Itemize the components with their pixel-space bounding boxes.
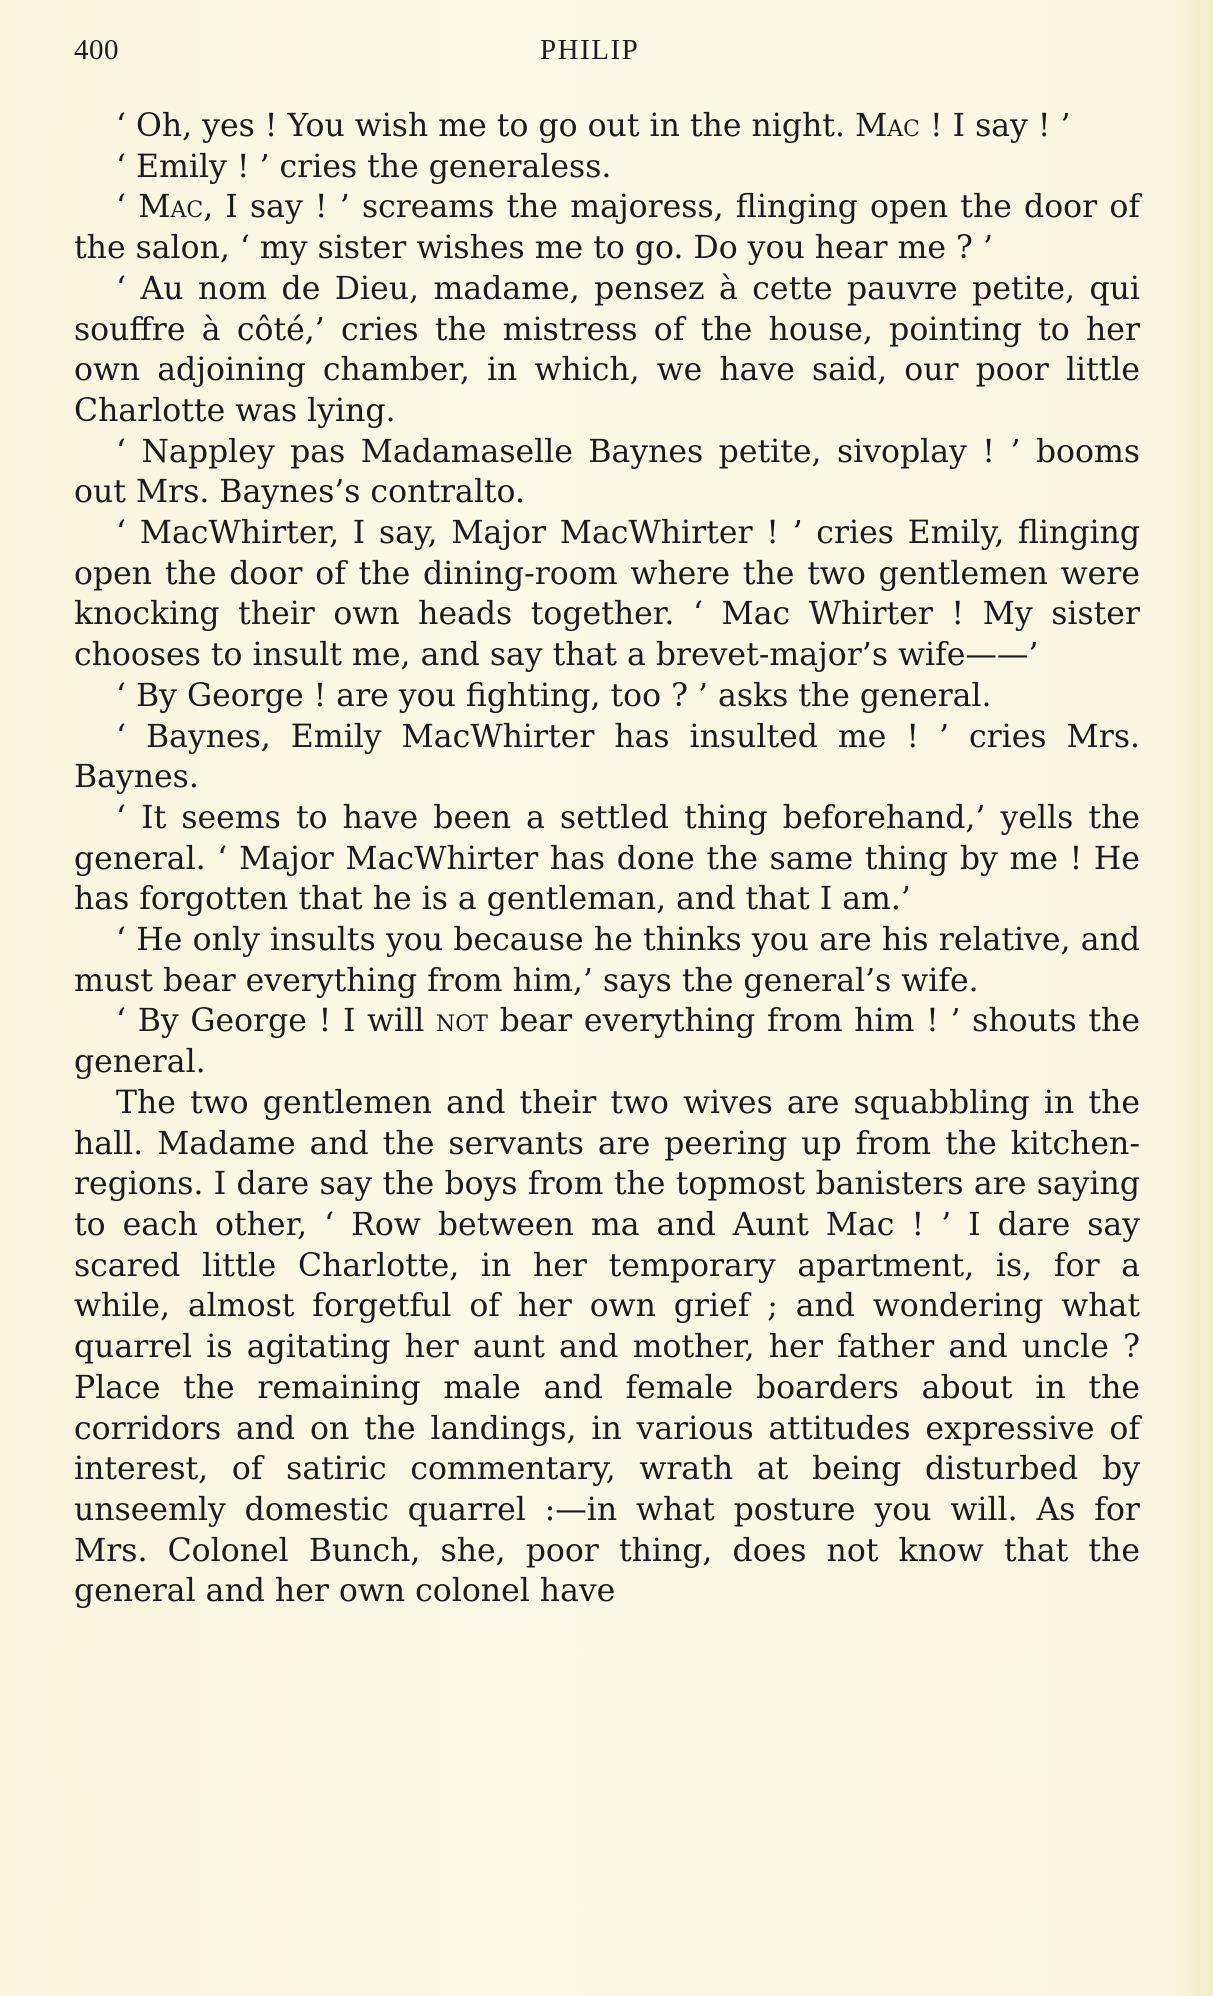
paragraph-text: ‘ Oh, yes ! You wish me to go out in the night. — [116, 108, 855, 144]
paragraph — [74, 269, 1140, 432]
small-caps-text: Mac — [854, 108, 920, 144]
page-number: 400 — [74, 34, 119, 66]
page-gutter-shading — [1173, 0, 1213, 1996]
paragraph — [74, 513, 1140, 676]
paragraph-text: ‘ Au nom de Dieu, madame, pensez à cette pauvre petite, qui souffre à côté,’ cries the mistress of the house, pointing to her own adjoining chamber, in which, we have said, our poor little Charlotte was lying. — [74, 270, 1140, 429]
small-caps-text: not — [435, 1003, 488, 1040]
page-header — [74, 34, 1140, 74]
paragraph — [74, 147, 1140, 188]
paragraph-text: ‘ Nappley pas Madamaselle Baynes petite, sivoplay ! ’ booms out Mrs. Baynes’s contralto. — [74, 433, 1140, 511]
paragraph-text: The two gentlemen and their two wives are squabbling in the hall. Madame and the servants are peering up from the kitchen-regions. I dare say the boys from the topmost banisters are saying to each other, ‘ Row between ma and Aunt Mac ! ’ I dare say scared little Charlotte, in her temporary apartment, is, for a while, almost forgetful of her own grief ; and wondering what quarrel is agitating her aunt and mother, her father and uncle ? Place the remaining male and female boarders about in the corridors and on the landings, in various attitudes expressive of interest, of satiric commentary, wrath at being disturbed by unseemly domestic quarrel :—in what posture you will. As for Mrs. Colonel Bunch, she, poor thing, does not know that the general and her own colonel have — [74, 1084, 1140, 1610]
paragraph-text: ! I say ! ’ — [919, 108, 1071, 144]
paragraph-text: ‘ By George ! I will — [116, 1003, 436, 1040]
paragraph — [74, 432, 1140, 513]
paragraph — [74, 1001, 1140, 1082]
paragraph — [74, 717, 1140, 798]
small-caps-text: Mac — [138, 189, 204, 226]
paragraph-text: ‘ — [116, 189, 139, 226]
paragraph-text: ‘ Baynes, Emily MacWhirter has insulted me ! ’ cries Mrs. Baynes. — [74, 718, 1140, 796]
paragraph-text: ‘ By George ! are you fighting, too ? ’ asks the general. — [116, 677, 992, 714]
paragraph-text: ‘ MacWhirter, I say, Major MacWhirter ! ’ cries Emily, flinging open the door of the dining-room where the two gentlemen were knocking their own heads together. ‘ Mac Whirter ! My sister chooses to insult me, and say that a brevet-major’s wife——’ — [74, 515, 1140, 674]
paragraph-text: bear everything from him ! ’ shouts the general. — [74, 1003, 1140, 1081]
paragraph — [74, 106, 1140, 147]
paragraph-text: ‘ Emily ! ’ cries the generaless. — [116, 148, 612, 185]
paragraph-text: ‘ It seems to have been a settled thing beforehand,’ yells the general. ‘ Major MacWhirter has done the same thing by me ! He has forgotten that he is a gentleman, and that I am.’ — [74, 799, 1140, 918]
paragraph — [74, 187, 1140, 268]
paragraph-text: ‘ He only insults you because he thinks you are his relative, and must bear everything from him,’ says the general’s wife. — [74, 922, 1140, 999]
body-text — [74, 106, 1140, 1612]
running-title: PHILIP — [540, 34, 640, 66]
paragraph — [74, 1083, 1140, 1612]
paragraph-text: , I say ! ’ screams the majoress, flinging open the door of the salon, ‘ my sister wishes me to go. Do you hear me ? ’ — [74, 189, 1141, 267]
paragraph — [74, 798, 1140, 920]
paragraph — [74, 676, 1140, 717]
paragraph — [74, 920, 1140, 1001]
